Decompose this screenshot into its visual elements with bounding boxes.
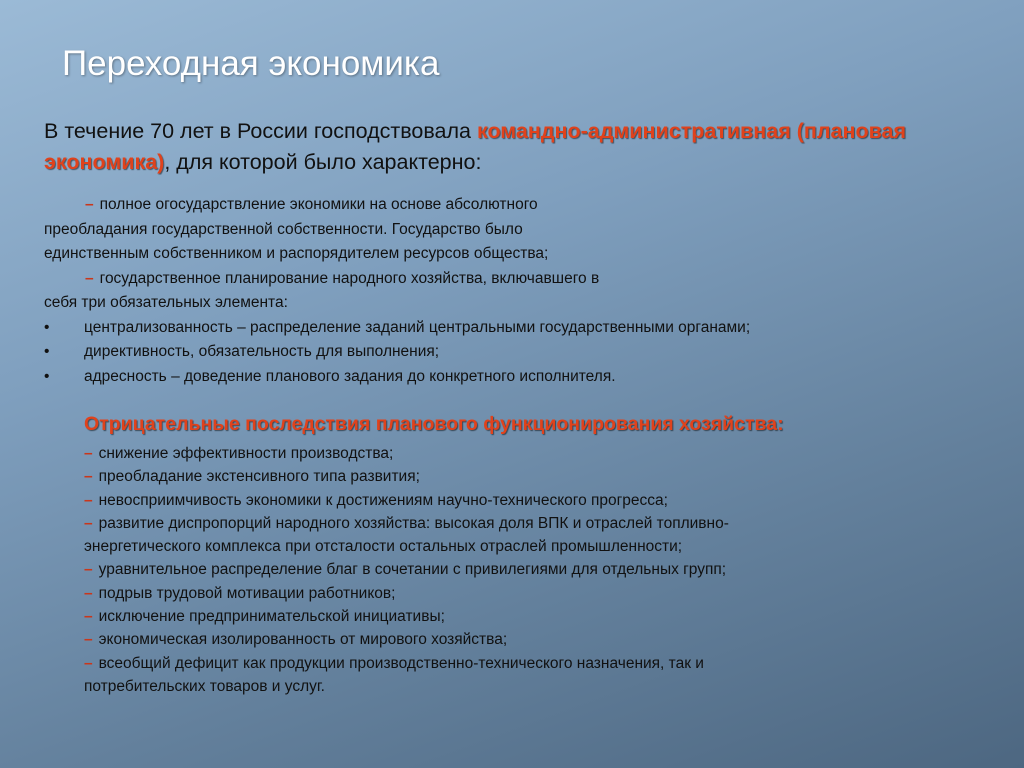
list-item-text: исключение предпринимательской инициативы; <box>98 608 445 626</box>
paragraph-line: себя три обязательных элемента: <box>44 294 288 311</box>
list-item-text: снижение эффективности производства; <box>98 445 394 462</box>
dash-marker: – <box>84 561 93 579</box>
list-item-text: всеобщий дефицит как продукции производственно-технического назначения, так и <box>98 654 704 672</box>
bullet-marker: • <box>44 318 50 336</box>
dash-marker: – <box>84 608 93 626</box>
list-item-continuation: потребительских товаров и услуг. <box>84 677 325 695</box>
list-item-text: преобладание экстенсивного типа развития; <box>98 468 420 486</box>
bullet-item <box>44 316 1004 341</box>
paragraph-line: единственным собственником и распорядителем ресурсов общества; <box>44 245 549 262</box>
characteristic-paragraph <box>44 267 1004 292</box>
list-item <box>84 442 964 465</box>
characteristics-block <box>44 193 1004 389</box>
list-item <box>84 558 964 581</box>
list-item-text: уравнительное распределение благ в сочетании с привилегиями для отдельных групп; <box>98 561 727 579</box>
list-item <box>84 489 964 512</box>
intro-text-end: , для которой было характерно: <box>164 150 482 174</box>
list-item <box>84 582 964 605</box>
paragraph-line: государственное планирование народного хозяйства, включавшего в <box>99 269 600 287</box>
dash-marker: – <box>84 584 93 602</box>
intro-paragraph <box>44 116 994 178</box>
dash-marker: – <box>84 514 93 532</box>
slide-title: Переходная экономика <box>62 44 440 83</box>
dash-marker: – <box>84 491 93 509</box>
list-item <box>84 512 964 535</box>
bullet-marker: • <box>44 367 50 385</box>
negative-consequences-list <box>84 442 964 698</box>
list-item <box>84 605 964 628</box>
intro-text-start: В течение 70 лет в России господствовала <box>44 119 477 143</box>
dash-marker: – <box>84 654 93 672</box>
bullet-text: директивность, обязательность для выполнения; <box>84 343 440 360</box>
dash-marker: – <box>84 468 93 486</box>
dash-marker: – <box>85 269 94 287</box>
characteristic-paragraph <box>44 193 1004 218</box>
list-item-continuation: энергетического комплекса при отсталости остальных отраслей промышленности; <box>84 538 683 556</box>
dash-marker: – <box>84 445 93 462</box>
dash-marker: – <box>84 631 93 649</box>
dash-marker: – <box>85 196 94 213</box>
list-item <box>84 652 964 675</box>
negative-consequences-heading: Отрицательные последствия планового функционирования хозяйства: <box>84 413 784 435</box>
bullet-marker: • <box>44 343 50 360</box>
list-item-text: развитие диспропорций народного хозяйства: высокая доля ВПК и отраслей топливно- <box>98 514 729 532</box>
list-item-text: невосприимчивость экономики к достижениям научно-технического прогресса; <box>98 491 668 509</box>
list-item-text: подрыв трудовой мотивации работников; <box>98 584 396 602</box>
bullet-text: адресность – доведение планового задания до конкретного исполнителя. <box>84 367 616 385</box>
bullet-item <box>44 340 1004 365</box>
list-item <box>84 628 964 651</box>
bullet-text: централизованность – распределение заданий центральными государственными органами; <box>84 318 751 336</box>
bullet-item <box>44 365 1004 390</box>
list-item-text: экономическая изолированность от мирового хозяйства; <box>98 631 508 649</box>
paragraph-line: преобладания государственной собственности. Государство было <box>44 220 523 238</box>
intro-highlight: командно-административная (плановая экономика) <box>44 119 907 174</box>
paragraph-line: полное огосударствление экономики на основе абсолютного <box>99 196 538 213</box>
list-item <box>84 465 964 488</box>
